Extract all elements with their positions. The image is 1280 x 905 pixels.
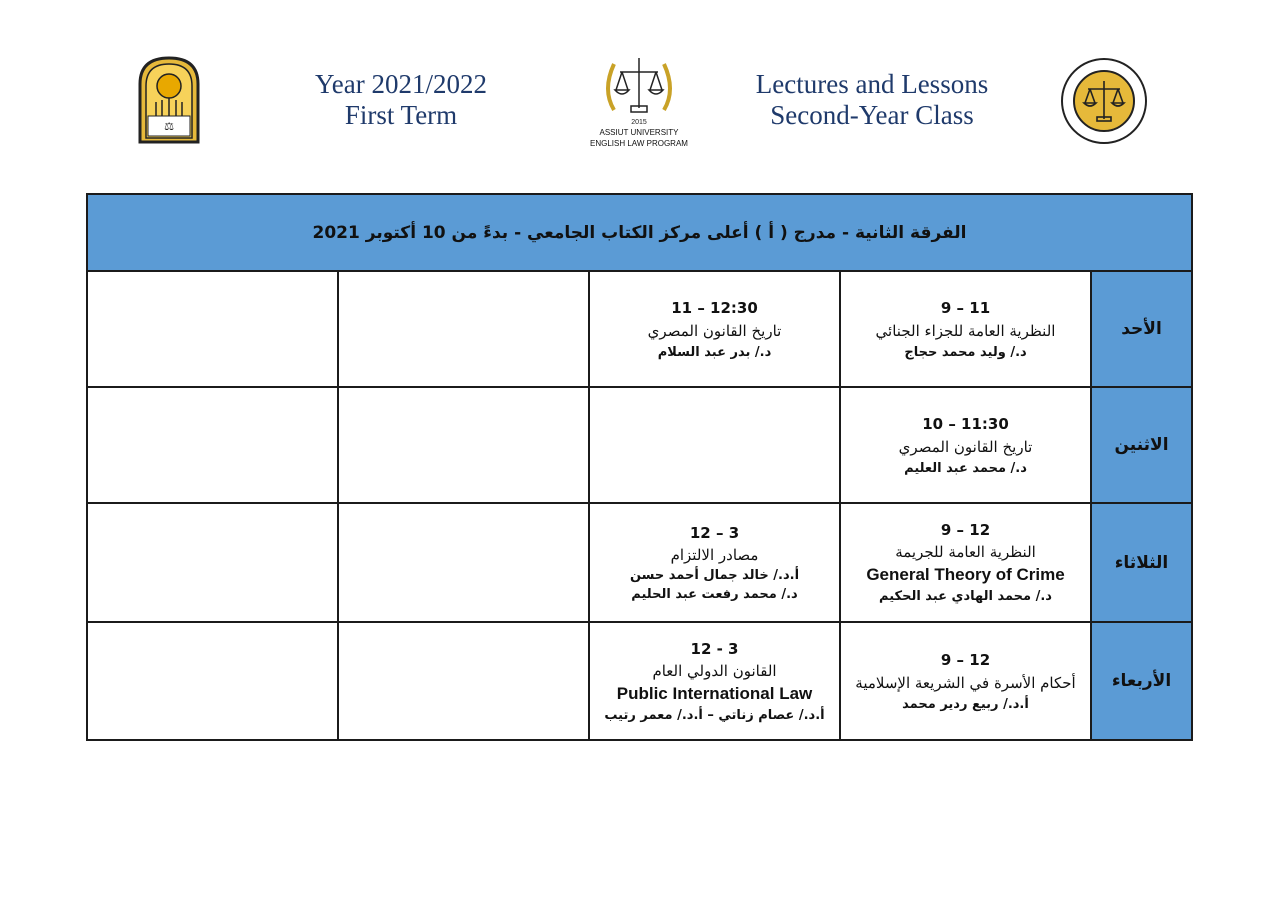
empty-cell	[87, 622, 338, 740]
table-row	[87, 622, 1192, 740]
center-logo-year: 2015	[631, 119, 647, 126]
academic-year-block	[298, 69, 504, 131]
professor-name: د./ محمد الهادي عبد الحكيم	[879, 589, 1052, 604]
class-info-block	[738, 69, 1006, 131]
course-name: القانون الدولي العام	[652, 661, 777, 680]
empty-cell	[589, 387, 840, 503]
schedule-banner-row	[87, 194, 1192, 271]
professor-name: أ.د./ عصام زناتي – أ.د./ معمر رتيب	[604, 707, 825, 723]
year-line: Year 2021/2022	[314, 69, 487, 99]
slot-cell	[840, 387, 1091, 503]
slot-time: 11 – 12:30	[671, 298, 758, 317]
slot-time: 9 – 12	[940, 650, 991, 669]
professor-name: أ.د./ ربيع ردير محمد	[902, 696, 1029, 712]
slot-cell	[589, 271, 840, 387]
slot-cell	[840, 271, 1091, 387]
slot-time: 12 - 3	[690, 639, 739, 658]
center-logo-caption-1: ASSIUT UNIVERSITY	[599, 128, 679, 137]
professor-name: د./ محمد رفعت عبد الحليم	[631, 586, 798, 602]
course-name-english: Public International Law	[616, 683, 813, 703]
empty-cell	[87, 503, 338, 622]
professor-name: د./ محمد عبد العليم	[904, 460, 1027, 476]
table-row	[87, 503, 1192, 622]
slot-cell	[589, 622, 840, 740]
slot-time: 9 – 12	[940, 521, 991, 539]
assiut-university-logo	[136, 54, 202, 146]
schedule-banner	[87, 194, 1192, 271]
course-name: النظرية العامة للجزاء الجنائي	[875, 321, 1056, 340]
professor-name: د./ وليد محمد حجاج	[904, 344, 1027, 360]
slot-cell	[589, 503, 840, 622]
empty-cell	[338, 387, 589, 503]
center-logo-caption-2: ENGLISH LAW PROGRAM	[590, 139, 688, 148]
table-row	[87, 271, 1192, 387]
professor-name: أ.د./ خالد جمال أحمد حسن	[629, 567, 800, 583]
english-law-program-logo	[584, 50, 694, 154]
empty-cell	[338, 622, 589, 740]
slot-time: 9 – 11	[940, 298, 991, 317]
slot-cell	[840, 503, 1091, 622]
professor-name: د./ بدر عبد السلام	[657, 344, 772, 360]
class-line: Second-Year Class	[770, 100, 974, 130]
course-name: تاريخ القانون المصري	[898, 437, 1033, 456]
day-label: الأحد	[1091, 271, 1192, 387]
table-row	[87, 387, 1192, 503]
faculty-of-law-seal	[1060, 57, 1148, 145]
lectures-line: Lectures and Lessons	[755, 69, 989, 99]
empty-cell	[87, 387, 338, 503]
day-label: الأربعاء	[1091, 622, 1192, 740]
slot-time: 12 – 3	[689, 523, 740, 542]
empty-cell	[338, 271, 589, 387]
day-label: الاثنين	[1091, 387, 1192, 503]
course-name: النظرية العامة للجريمة	[895, 543, 1036, 561]
empty-cell	[87, 271, 338, 387]
svg-text:⚖: ⚖	[164, 120, 174, 133]
banner-text: الفرقة الثانية - مدرج ( أ ) أعلى مركز الكتاب الجامعي - بدءً من 10 أكتوبر 2021	[312, 222, 967, 243]
empty-cell	[338, 503, 589, 622]
day-label: الثلاثاء	[1091, 503, 1192, 622]
term-line: First Term	[344, 100, 458, 130]
slot-time: 10 – 11:30	[922, 414, 1009, 433]
course-name: مصادر الالتزام	[670, 545, 759, 564]
course-name: تاريخ القانون المصري	[647, 321, 782, 340]
course-name: أحكام الأسرة في الشريعة الإسلامية	[855, 673, 1076, 692]
lecture-schedule-table	[86, 193, 1193, 741]
course-name-english: General Theory of Crime	[866, 565, 1065, 584]
slot-cell	[840, 622, 1091, 740]
